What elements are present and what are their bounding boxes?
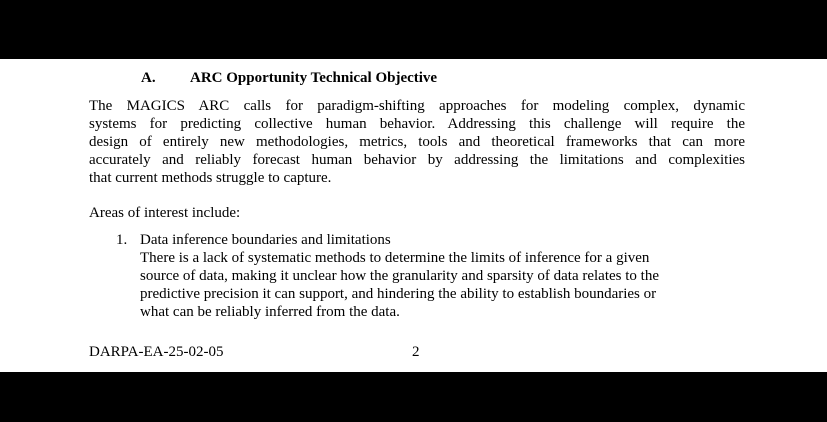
- areas-intro: Areas of interest include:: [89, 205, 241, 221]
- paragraph-line: systems for predicting collective human behavior. Addressing this challenge will require the: [89, 116, 745, 132]
- section-number: A.: [141, 70, 156, 86]
- footer-page-number: 2: [412, 344, 420, 360]
- list-item-body-line: There is a lack of systematic methods to determine the limits of inference for a given: [140, 250, 650, 266]
- document-page: [0, 59, 827, 372]
- paragraph-line: design of entirely new methodologies, metrics, tools and theoretical frameworks that can more: [89, 134, 745, 150]
- list-item-body: [140, 249, 736, 321]
- list-item-body-line: predictive precision it can support, and hindering the ability to establish boundaries or: [140, 286, 657, 302]
- paragraph-line: that current methods struggle to capture.: [89, 170, 332, 186]
- paragraph-line: accurately and reliably forecast human behavior by addressing the limitations and complexities: [89, 152, 745, 168]
- list-item-title: Data inference boundaries and limitations: [140, 232, 391, 248]
- list-item-marker: 1.: [116, 232, 128, 248]
- footer-document-id: DARPA-EA-25-02-05: [89, 344, 224, 360]
- list-item-body-line: what can be reliably inferred from the data.: [140, 304, 400, 320]
- paragraph-line: The MAGICS ARC calls for paradigm-shifting approaches for modeling complex, dynamic: [89, 98, 745, 114]
- section-heading: [141, 70, 437, 87]
- objective-paragraph: [89, 97, 745, 187]
- section-title: ARC Opportunity Technical Objective: [190, 70, 438, 86]
- list-item-body-line: source of data, making it unclear how the granularity and sparsity of data relates to the: [140, 268, 659, 284]
